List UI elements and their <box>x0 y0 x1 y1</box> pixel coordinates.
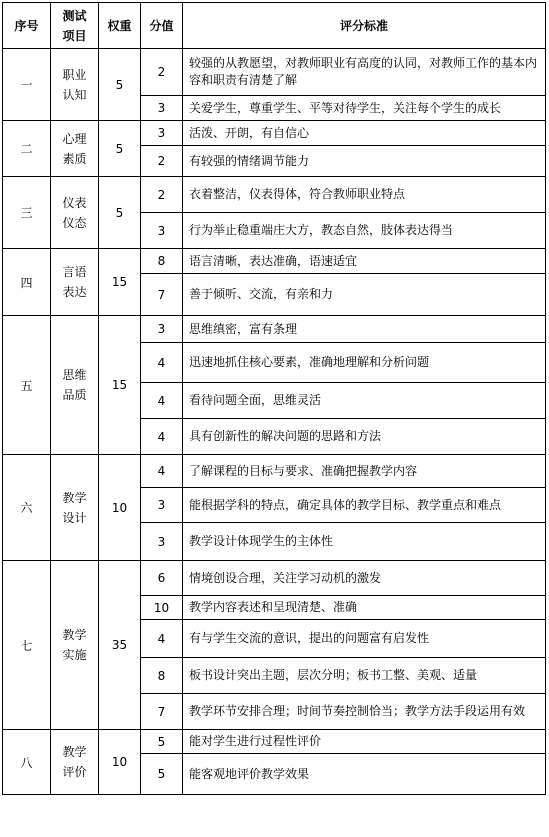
seq-cell: 一 <box>3 49 51 121</box>
score-cell: 7 <box>141 694 183 730</box>
criteria-cell: 板书设计突出主题，层次分明；板书工整、美观、适量 <box>183 658 546 694</box>
item-label: 思维品质 <box>62 368 87 402</box>
score-cell: 3 <box>141 523 183 561</box>
header-criteria: 评分标准 <box>183 3 546 49</box>
item-cell <box>51 121 99 177</box>
score-cell: 10 <box>141 596 183 620</box>
weight-cell: 10 <box>99 730 141 795</box>
table-row <box>3 561 546 596</box>
criteria-cell: 教学设计体现学生的主体性 <box>183 523 546 561</box>
header-row <box>3 3 546 49</box>
seq-cell: 六 <box>3 455 51 561</box>
score-cell: 3 <box>141 121 183 146</box>
table-row <box>3 249 546 274</box>
item-label: 仪表仪态 <box>62 195 87 230</box>
score-cell: 4 <box>141 620 183 658</box>
weight-cell: 35 <box>99 561 141 730</box>
criteria-cell: 活泼、开朗，有自信心 <box>183 121 546 146</box>
score-cell: 4 <box>141 343 183 383</box>
seq-cell: 八 <box>3 730 51 795</box>
criteria-cell: 教学内容表述和呈现清楚、准确 <box>183 596 546 620</box>
criteria-cell: 迅速地抓住核心要素，准确地理解和分析问题 <box>183 343 546 383</box>
seq-cell: 七 <box>3 561 51 730</box>
header-item <box>51 3 99 49</box>
weight-cell: 5 <box>99 121 141 177</box>
criteria-cell: 行为举止稳重端庄大方，教态自然，肢体表达得当 <box>183 213 546 249</box>
score-cell: 3 <box>141 213 183 249</box>
item-label: 言语表达 <box>62 265 87 299</box>
criteria-cell: 能根据学科的特点，确定具体的教学目标、教学重点和难点 <box>183 488 546 523</box>
score-cell: 4 <box>141 383 183 419</box>
weight-cell: 15 <box>99 249 141 316</box>
scoring-table <box>2 2 546 795</box>
criteria-cell: 能对学生进行过程性评价 <box>183 730 546 754</box>
table-row <box>3 730 546 754</box>
item-cell <box>51 561 99 730</box>
item-label: 教学设计 <box>62 490 87 525</box>
seq-cell: 二 <box>3 121 51 177</box>
table-row <box>3 455 546 488</box>
seq-cell: 四 <box>3 249 51 316</box>
criteria-cell: 情境创设合理，关注学习动机的激发 <box>183 561 546 596</box>
criteria-cell: 具有创新性的解决问题的思路和方法 <box>183 419 546 455</box>
header-weight: 权重 <box>99 3 141 49</box>
header-seq: 序号 <box>3 3 51 49</box>
score-cell: 8 <box>141 658 183 694</box>
item-label: 职业认知 <box>62 67 87 102</box>
criteria-cell: 较强的从教愿望，对教师职业有高度的认同，对教师工作的基本内容和职责有清楚了解 <box>183 49 546 96</box>
score-cell: 2 <box>141 49 183 96</box>
table-row <box>3 177 546 213</box>
criteria-cell: 能客观地评价教学效果 <box>183 754 546 795</box>
score-cell: 8 <box>141 249 183 274</box>
score-cell: 7 <box>141 274 183 316</box>
table-row <box>3 121 546 146</box>
score-cell: 6 <box>141 561 183 596</box>
criteria-cell: 衣着整洁，仪表得体，符合教师职业特点 <box>183 177 546 213</box>
seq-cell: 三 <box>3 177 51 249</box>
weight-cell: 5 <box>99 49 141 121</box>
item-cell <box>51 730 99 795</box>
weight-cell: 10 <box>99 455 141 561</box>
criteria-cell: 善于倾听、交流，有亲和力 <box>183 274 546 316</box>
item-cell <box>51 249 99 316</box>
score-cell: 4 <box>141 419 183 455</box>
item-label: 教学评价 <box>62 745 87 779</box>
item-cell <box>51 177 99 249</box>
weight-cell: 5 <box>99 177 141 249</box>
score-cell: 2 <box>141 177 183 213</box>
score-cell: 3 <box>141 316 183 343</box>
table-row <box>3 316 546 343</box>
criteria-cell: 了解课程的目标与要求、准确把握教学内容 <box>183 455 546 488</box>
score-cell: 5 <box>141 730 183 754</box>
header-score: 分值 <box>141 3 183 49</box>
table-row <box>3 49 546 96</box>
criteria-cell: 有较强的情绪调节能力 <box>183 146 546 177</box>
criteria-cell: 思维缜密，富有条理 <box>183 316 546 343</box>
criteria-cell: 看待问题全面，思维灵活 <box>183 383 546 419</box>
criteria-cell: 关爱学生，尊重学生、平等对待学生，关注每个学生的成长 <box>183 96 546 121</box>
criteria-cell: 教学环节安排合理；时间节奏控制恰当；教学方法手段运用有效 <box>183 694 546 730</box>
weight-cell: 15 <box>99 316 141 455</box>
table-body <box>3 49 546 795</box>
score-cell: 2 <box>141 146 183 177</box>
criteria-cell: 语言清晰，表达准确，语速适宜 <box>183 249 546 274</box>
item-label: 教学实施 <box>62 628 87 662</box>
seq-cell: 五 <box>3 316 51 455</box>
item-cell <box>51 316 99 455</box>
item-cell <box>51 49 99 121</box>
score-cell: 3 <box>141 96 183 121</box>
criteria-cell: 有与学生交流的意识，提出的问题富有启发性 <box>183 620 546 658</box>
score-cell: 3 <box>141 488 183 523</box>
header-item-label: 测试项目 <box>62 8 87 43</box>
score-cell: 4 <box>141 455 183 488</box>
score-cell: 5 <box>141 754 183 795</box>
item-label: 心理素质 <box>62 131 87 166</box>
item-cell <box>51 455 99 561</box>
